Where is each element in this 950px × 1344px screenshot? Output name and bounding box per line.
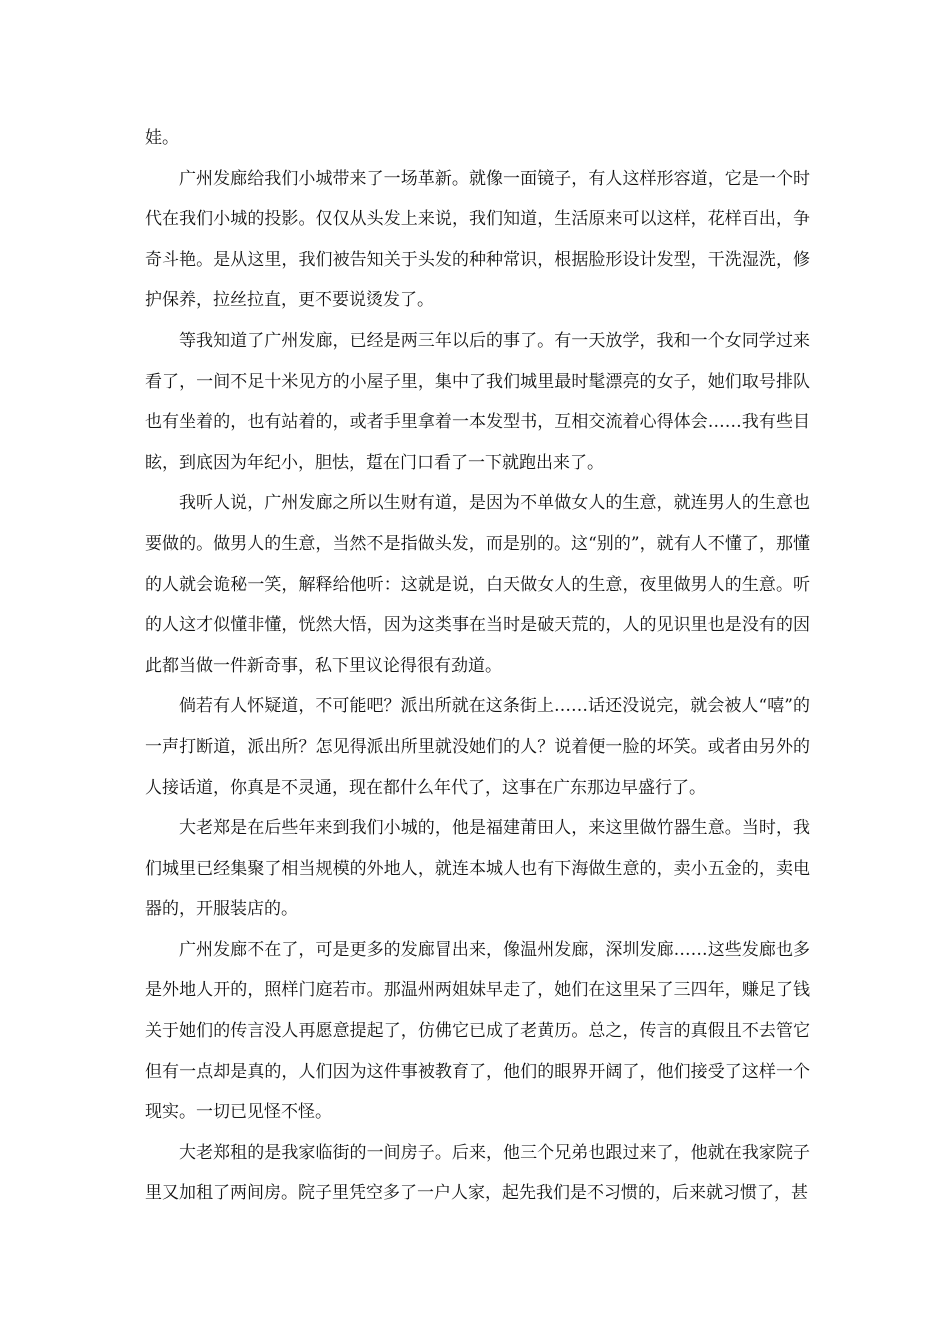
paragraph: 倘若有人怀疑道，不可能吧？派出所就在这条街上……话还没说完，就会被人“嘻”的一声打断道，派出所？怎见得派出所里就没她们的人？说着便一脸的坏笑。或者由另外的人接话道，你真是不灵通，现在都什么年代了，这事在广东那边早盛行了。 — [145, 696, 810, 798]
paragraph: 我听人说，广州发廊之所以生财有道，是因为不单做女人的生意，就连男人的生意也要做的。做男人的生意，当然不是指做头发，而是别的。这“别的”，就有人不懂了，那懂的人就会诡秘一笑，解释给他听：这就是说，白天做女人的生意，夜里做男人的生意。听的人这才似懂非懂，恍然大悟，因为这类事在当时是破天荒的，人的见识里也是没有的因此都当做一件新奇事，私下里议论得很有劲道。 — [145, 493, 810, 676]
paragraph: 大老郑是在后些年来到我们小城的，他是福建莆田人，来这里做竹器生意。当时，我们城里已经集聚了相当规模的外地人，就连本城人也有下海做生意的，卖小五金的，卖电器的，开服装店的。 — [145, 818, 810, 920]
paragraph: 大老郑租的是我家临街的一间房子。后来，他三个兄弟也跟过来了，他就在我家院子里又加租了两间房。院子里凭空多了一户人家，起先我们是不习惯的，后来就习惯了，甚 — [145, 1142, 810, 1204]
paragraph: 广州发廊给我们小城带来了一场革新。就像一面镜子，有人这样形容道，它是一个时代在我们小城的投影。仅仅从头发上来说，我们知道，生活原来可以这样，花样百出，争奇斗艳。是从这里，我们被告知关于头发的种种常识，根据脸形设计发型，干洗湿洗，修护保养，拉丝拉直，更不要说烫发了。 — [145, 168, 810, 311]
paragraph-continued: 娃。 — [145, 128, 179, 148]
paragraph: 广州发廊不在了，可是更多的发廊冒出来，像温州发廊，深圳发廊……这些发廊也多是外地人开的，照样门庭若市。那温州两姐妹早走了，她们在这里呆了三四年，赚足了钱关于她们的传言没人再愿意提起了，仿佛它已成了老黄历。总之，传言的真假且不去管它但有一点却是真的，人们因为这件事被教育了，他们的眼界开阔了，他们接受了这样一个现实。一切已见怪不怪。 — [145, 939, 810, 1123]
document-body — [145, 118, 810, 1214]
paragraph: 等我知道了广州发廊，已经是两三年以后的事了。有一天放学，我和一个女同学过来看了，一间不足十米见方的小屋子里，集中了我们城里最时髦漂亮的女子，她们取号排队也有坐着的，也有站着的，或者手里拿着一本发型书，互相交流着心得体会……我有些目眩，到底因为年纪小，胆怯，踅在门口看了一下就跑出来了。 — [145, 330, 810, 473]
